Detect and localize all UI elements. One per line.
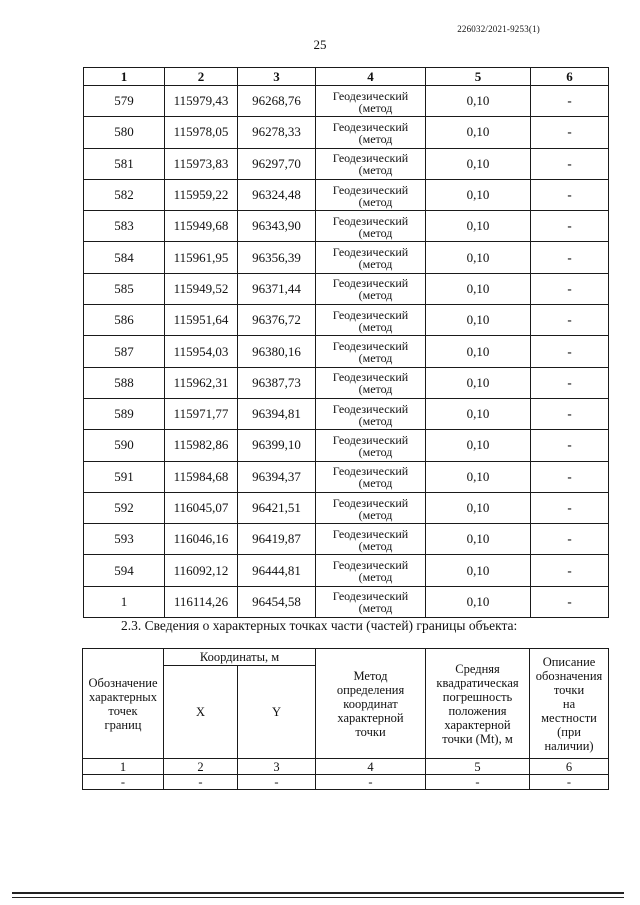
coord-x: 115978,05 xyxy=(165,117,238,148)
table-row xyxy=(84,398,609,429)
method-line-1: Геодезический xyxy=(332,213,409,228)
method-line-2: (метод xyxy=(358,601,393,616)
method-cell xyxy=(316,242,426,273)
column-header-4: 4 xyxy=(316,68,426,86)
coord-y: 96444,81 xyxy=(238,555,316,586)
table-row xyxy=(84,492,609,523)
header-line: положения xyxy=(448,703,507,718)
coord-y: 96356,39 xyxy=(238,242,316,273)
method-cell xyxy=(316,273,426,304)
method-line-2: (метод xyxy=(358,476,393,491)
method-line-2: (метод xyxy=(358,351,393,366)
method-line-2: (метод xyxy=(358,288,393,303)
mean-error: 0,10 xyxy=(426,398,531,429)
method-cell xyxy=(316,305,426,336)
coord-y: 96399,10 xyxy=(238,430,316,461)
column-number: 6 xyxy=(530,759,609,775)
header-line: точки xyxy=(355,724,386,739)
table-row xyxy=(84,305,609,336)
coord-y: 96376,72 xyxy=(238,305,316,336)
empty-cell: - xyxy=(316,775,426,790)
column-numbers-row xyxy=(83,759,609,775)
method-line-1: Геодезический xyxy=(332,307,409,322)
description: - xyxy=(531,179,609,210)
header-line: (при xyxy=(557,724,581,739)
table-row xyxy=(84,179,609,210)
method-line-2: (метод xyxy=(358,225,393,240)
coord-x: 115982,86 xyxy=(165,430,238,461)
method-cell xyxy=(316,586,426,617)
column-number: 4 xyxy=(316,759,426,775)
point-number: 580 xyxy=(84,117,165,148)
coord-x: 115962,31 xyxy=(165,367,238,398)
coord-x: 115949,52 xyxy=(165,273,238,304)
coord-x: 115971,77 xyxy=(165,398,238,429)
point-number: 582 xyxy=(84,179,165,210)
mean-error: 0,10 xyxy=(426,555,531,586)
header-line: квадратическая xyxy=(436,675,519,690)
table-row xyxy=(84,86,609,117)
method-line-2: (метод xyxy=(358,100,393,115)
description: - xyxy=(531,117,609,148)
coord-x: 116045,07 xyxy=(165,492,238,523)
table-row xyxy=(84,211,609,242)
header-coordinates: Координаты, м xyxy=(164,649,316,666)
mean-error: 0,10 xyxy=(426,367,531,398)
header-line: характерной xyxy=(444,717,511,732)
header-line: Описание xyxy=(542,654,596,669)
mean-error: 0,10 xyxy=(426,273,531,304)
column-number: 5 xyxy=(426,759,530,775)
method-cell xyxy=(316,211,426,242)
coordinates-table-body xyxy=(84,86,609,618)
coord-x: 115954,03 xyxy=(165,336,238,367)
coord-y: 96324,48 xyxy=(238,179,316,210)
empty-cell: - xyxy=(530,775,609,790)
description: - xyxy=(531,211,609,242)
method-line-2: (метод xyxy=(358,382,393,397)
description: - xyxy=(531,461,609,492)
point-number: 583 xyxy=(84,211,165,242)
mean-error: 0,10 xyxy=(426,305,531,336)
method-cell xyxy=(316,492,426,523)
method-cell xyxy=(316,179,426,210)
method-line-1: Геодезический xyxy=(332,339,409,354)
coord-x: 116092,12 xyxy=(165,555,238,586)
method-line-2: (метод xyxy=(358,194,393,209)
description: - xyxy=(531,86,609,117)
coord-x: 116046,16 xyxy=(165,524,238,555)
table-row xyxy=(84,461,609,492)
header-line: характерной xyxy=(337,710,404,725)
header-method xyxy=(316,649,426,759)
header-line: точки xyxy=(553,682,585,697)
point-number: 588 xyxy=(84,367,165,398)
coord-x: 115979,43 xyxy=(165,86,238,117)
mean-error: 0,10 xyxy=(426,430,531,461)
empty-cell: - xyxy=(83,775,164,790)
section-title: 2.3. Сведения о характерных точках части (частей) границы объекта: xyxy=(121,618,518,633)
document-id: 226032/2021-9253(1) xyxy=(457,24,540,34)
mean-error: 0,10 xyxy=(426,242,531,273)
point-number: 1 xyxy=(84,586,165,617)
column-number: 3 xyxy=(238,759,316,775)
coord-x: 115961,95 xyxy=(165,242,238,273)
method-line-1: Геодезический xyxy=(332,526,409,541)
footer-rule-thin xyxy=(12,897,624,898)
coord-y: 96394,81 xyxy=(238,398,316,429)
mean-error: 0,10 xyxy=(426,211,531,242)
description: - xyxy=(531,305,609,336)
table-row xyxy=(84,148,609,179)
method-line-1: Геодезический xyxy=(332,151,409,166)
coord-y: 96297,70 xyxy=(238,148,316,179)
method-line-1: Геодезический xyxy=(332,589,409,604)
mean-error: 0,10 xyxy=(426,492,531,523)
header-line: местности xyxy=(541,710,597,725)
coord-y: 96387,73 xyxy=(238,367,316,398)
column-number: 1 xyxy=(83,759,164,775)
coord-y: 96343,90 xyxy=(238,211,316,242)
coord-y: 96278,33 xyxy=(238,117,316,148)
coord-y: 96371,44 xyxy=(238,273,316,304)
mean-error: 0,10 xyxy=(426,117,531,148)
point-number: 585 xyxy=(84,273,165,304)
coord-y: 96394,37 xyxy=(238,461,316,492)
footer-rule xyxy=(12,892,624,894)
coord-y: 96421,51 xyxy=(238,492,316,523)
point-number: 594 xyxy=(84,555,165,586)
description: - xyxy=(531,430,609,461)
method-cell xyxy=(316,117,426,148)
point-number: 591 xyxy=(84,461,165,492)
method-line-1: Геодезический xyxy=(332,495,409,510)
empty-data-row xyxy=(83,775,609,790)
method-cell xyxy=(316,367,426,398)
table-row xyxy=(84,524,609,555)
column-number: 2 xyxy=(164,759,238,775)
mean-error: 0,10 xyxy=(426,336,531,367)
header-line: Обозначение xyxy=(88,675,158,690)
page-number: 25 xyxy=(313,37,327,52)
description: - xyxy=(531,336,609,367)
header-line: обозначения xyxy=(535,668,603,683)
method-line-2: (метод xyxy=(358,413,393,428)
empty-cell: - xyxy=(238,775,316,790)
column-header-3: 3 xyxy=(238,68,316,86)
table-row xyxy=(84,117,609,148)
header-point-designation xyxy=(83,649,164,759)
method-line-1: Геодезический xyxy=(332,182,409,197)
empty-cell: - xyxy=(426,775,530,790)
method-line-1: Геодезический xyxy=(332,432,409,447)
header-line: определения xyxy=(336,682,405,697)
table-row xyxy=(84,555,609,586)
method-line-1: Геодезический xyxy=(332,558,409,573)
description: - xyxy=(531,367,609,398)
method-cell xyxy=(316,430,426,461)
table-row xyxy=(84,430,609,461)
column-header-1: 1 xyxy=(84,68,165,86)
table-row xyxy=(84,273,609,304)
coord-x: 115951,64 xyxy=(165,305,238,336)
method-cell xyxy=(316,524,426,555)
method-line-2: (метод xyxy=(358,570,393,585)
description: - xyxy=(531,273,609,304)
coord-y: 96268,76 xyxy=(238,86,316,117)
coord-x: 116114,26 xyxy=(165,586,238,617)
mean-error: 0,10 xyxy=(426,86,531,117)
coordinates-table-header xyxy=(84,68,609,86)
header-line: точки (Mt), м xyxy=(442,731,513,746)
column-header-5: 5 xyxy=(426,68,531,86)
point-number: 584 xyxy=(84,242,165,273)
description: - xyxy=(531,492,609,523)
method-line-1: Геодезический xyxy=(332,464,409,479)
description: - xyxy=(531,148,609,179)
description: - xyxy=(531,242,609,273)
header-description xyxy=(530,649,609,759)
method-line-2: (метод xyxy=(358,163,393,178)
method-line-2: (метод xyxy=(358,131,393,146)
column-header-2: 2 xyxy=(165,68,238,86)
mean-error: 0,10 xyxy=(426,148,531,179)
table-row xyxy=(84,367,609,398)
point-number: 590 xyxy=(84,430,165,461)
coord-x: 115959,22 xyxy=(165,179,238,210)
point-number: 589 xyxy=(84,398,165,429)
method-cell xyxy=(316,555,426,586)
header-line: координат xyxy=(343,696,398,711)
header-line: погрешность xyxy=(442,689,513,704)
header-line: границ xyxy=(104,717,142,732)
header-line: на xyxy=(562,696,576,711)
mean-error: 0,10 xyxy=(426,586,531,617)
header-line: точек xyxy=(108,703,138,718)
coord-y: 96419,87 xyxy=(238,524,316,555)
mean-error: 0,10 xyxy=(426,179,531,210)
point-number: 593 xyxy=(84,524,165,555)
method-cell xyxy=(316,461,426,492)
column-header-6: 6 xyxy=(531,68,609,86)
header-y: Y xyxy=(238,666,316,759)
method-cell xyxy=(316,398,426,429)
method-cell xyxy=(316,148,426,179)
method-line-1: Геодезический xyxy=(332,245,409,260)
empty-cell: - xyxy=(164,775,238,790)
point-number: 579 xyxy=(84,86,165,117)
header-line: наличии) xyxy=(544,738,594,753)
method-cell xyxy=(316,86,426,117)
method-line-2: (метод xyxy=(358,507,393,522)
point-number: 592 xyxy=(84,492,165,523)
coord-x: 115984,68 xyxy=(165,461,238,492)
mean-error: 0,10 xyxy=(426,461,531,492)
method-line-1: Геодезический xyxy=(332,276,409,291)
description: - xyxy=(531,398,609,429)
header-x: X xyxy=(164,666,238,759)
description: - xyxy=(531,524,609,555)
method-line-1: Геодезический xyxy=(332,88,409,103)
method-line-2: (метод xyxy=(358,319,393,334)
coordinates-table xyxy=(83,67,609,618)
table-row xyxy=(84,586,609,617)
method-line-1: Геодезический xyxy=(332,370,409,385)
coord-x: 115949,68 xyxy=(165,211,238,242)
header-line: характерных xyxy=(89,689,157,704)
method-line-2: (метод xyxy=(358,257,393,272)
point-number: 587 xyxy=(84,336,165,367)
header-line: Метод xyxy=(353,668,388,683)
method-line-2: (метод xyxy=(358,538,393,553)
method-line-1: Геодезический xyxy=(332,119,409,134)
coord-x: 115973,83 xyxy=(165,148,238,179)
header-mean-error xyxy=(426,649,530,759)
method-line-1: Геодезический xyxy=(332,401,409,416)
mean-error: 0,10 xyxy=(426,524,531,555)
point-number: 586 xyxy=(84,305,165,336)
coord-y: 96454,58 xyxy=(238,586,316,617)
point-number: 581 xyxy=(84,148,165,179)
method-line-2: (метод xyxy=(358,444,393,459)
table-row xyxy=(84,336,609,367)
header-line: Средняя xyxy=(455,661,500,676)
part-points-table xyxy=(82,648,609,790)
table-row xyxy=(84,242,609,273)
description: - xyxy=(531,586,609,617)
coord-y: 96380,16 xyxy=(238,336,316,367)
method-cell xyxy=(316,336,426,367)
description: - xyxy=(531,555,609,586)
